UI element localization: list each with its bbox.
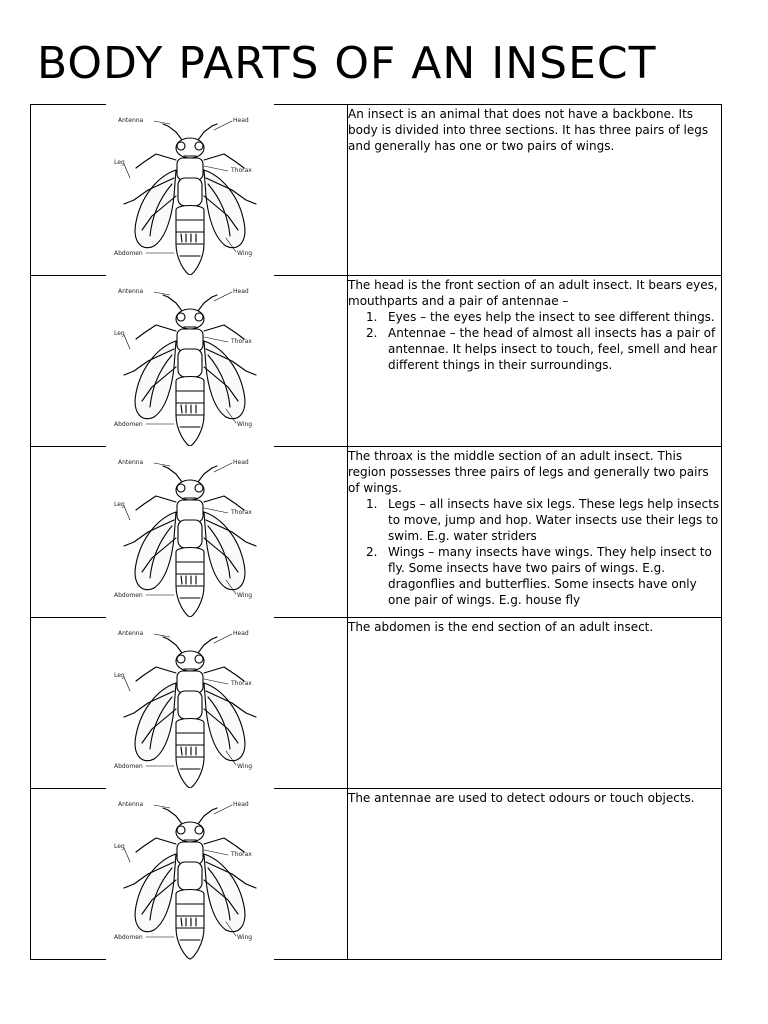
- description-cell: [348, 789, 722, 960]
- label-leg: Leg: [114, 330, 125, 337]
- description-cell: [348, 105, 722, 276]
- list-number: 1.: [366, 497, 378, 511]
- label-thorax: Thorax: [231, 680, 252, 687]
- label-wing: Wing: [237, 763, 253, 770]
- description-text: An insect is an animal that does not have a backbone. Its body is divided into three sections. It has three pairs of legs and generally has one or two pairs of wings.: [348, 107, 709, 153]
- diagram-cell: [31, 789, 348, 960]
- description-text: The throax is the middle section of an adult insect. This region possesses three pairs of legs and generally two pairs of wings.: [348, 449, 709, 495]
- description-text: The head is the front section of an adult insect. It bears eyes, mouthparts and a pair of antennae –: [348, 278, 718, 308]
- list-item: [366, 325, 721, 373]
- label-head: Head: [233, 630, 249, 637]
- insect-diagram: [106, 275, 274, 448]
- label-leg: Leg: [114, 843, 125, 850]
- table-row: [31, 276, 722, 447]
- page-title: BODY PARTS OF AN INSECT: [37, 38, 657, 89]
- label-abdomen: Abdomen: [114, 763, 143, 770]
- label-antenna: Antenna: [118, 459, 144, 466]
- label-head: Head: [233, 801, 249, 808]
- diagram-cell: [31, 276, 348, 447]
- label-thorax: Thorax: [231, 338, 252, 345]
- list-item: [366, 309, 721, 325]
- list-item: [366, 544, 721, 608]
- label-thorax: Thorax: [231, 851, 252, 858]
- numbered-list: [348, 496, 721, 608]
- table-row: [31, 105, 722, 276]
- list-number: 2.: [366, 545, 378, 559]
- insect-diagram: [106, 617, 274, 790]
- label-thorax: Thorax: [231, 509, 252, 516]
- numbered-list: [348, 309, 721, 373]
- insect-diagram: [106, 788, 274, 961]
- insect-diagram: [106, 104, 274, 277]
- label-leg: Leg: [114, 672, 125, 679]
- label-head: Head: [233, 459, 249, 466]
- label-wing: Wing: [237, 592, 253, 599]
- label-wing: Wing: [237, 421, 253, 428]
- list-number: 1.: [366, 310, 378, 324]
- list-number: 2.: [366, 326, 378, 340]
- label-abdomen: Abdomen: [114, 421, 143, 428]
- label-leg: Leg: [114, 159, 125, 166]
- table-row: [31, 618, 722, 789]
- list-text: Legs – all insects have six legs. These legs help insects to move, jump and hop. Water insects use their legs to swim. E.g. water striders: [388, 497, 720, 543]
- label-wing: Wing: [237, 934, 253, 941]
- label-abdomen: Abdomen: [114, 934, 143, 941]
- label-head: Head: [233, 288, 249, 295]
- label-thorax: Thorax: [231, 167, 252, 174]
- list-text: Antennae – the head of almost all insects has a pair of antennae. It helps insect to touch, feel, smell and hear different things in their surroundings.: [388, 326, 718, 372]
- diagram-cell: [31, 105, 348, 276]
- label-antenna: Antenna: [118, 288, 144, 295]
- label-head: Head: [233, 117, 249, 124]
- label-leg: Leg: [114, 501, 125, 508]
- description-text: The antennae are used to detect odours or touch objects.: [348, 791, 695, 805]
- description-text: The abdomen is the end section of an adult insect.: [348, 620, 654, 634]
- label-antenna: Antenna: [118, 630, 144, 637]
- description-cell: [348, 276, 722, 447]
- table-row: [31, 447, 722, 618]
- list-text: Wings – many insects have wings. They help insect to fly. Some insects have two pairs of wings. E.g. dragonflies and butterflies. Some insects have only one pair of wings. E.g. house fly: [388, 545, 712, 607]
- insect-diagram: [106, 446, 274, 619]
- label-abdomen: Abdomen: [114, 250, 143, 257]
- list-item: [366, 496, 721, 544]
- insect-table: [30, 104, 722, 960]
- label-abdomen: Abdomen: [114, 592, 143, 599]
- description-cell: [348, 447, 722, 618]
- label-antenna: Antenna: [118, 801, 144, 808]
- diagram-cell: [31, 447, 348, 618]
- description-cell: [348, 618, 722, 789]
- list-text: Eyes – the eyes help the insect to see different things.: [388, 310, 715, 324]
- diagram-cell: [31, 618, 348, 789]
- table-row: [31, 789, 722, 960]
- label-wing: Wing: [237, 250, 253, 257]
- label-antenna: Antenna: [118, 117, 144, 124]
